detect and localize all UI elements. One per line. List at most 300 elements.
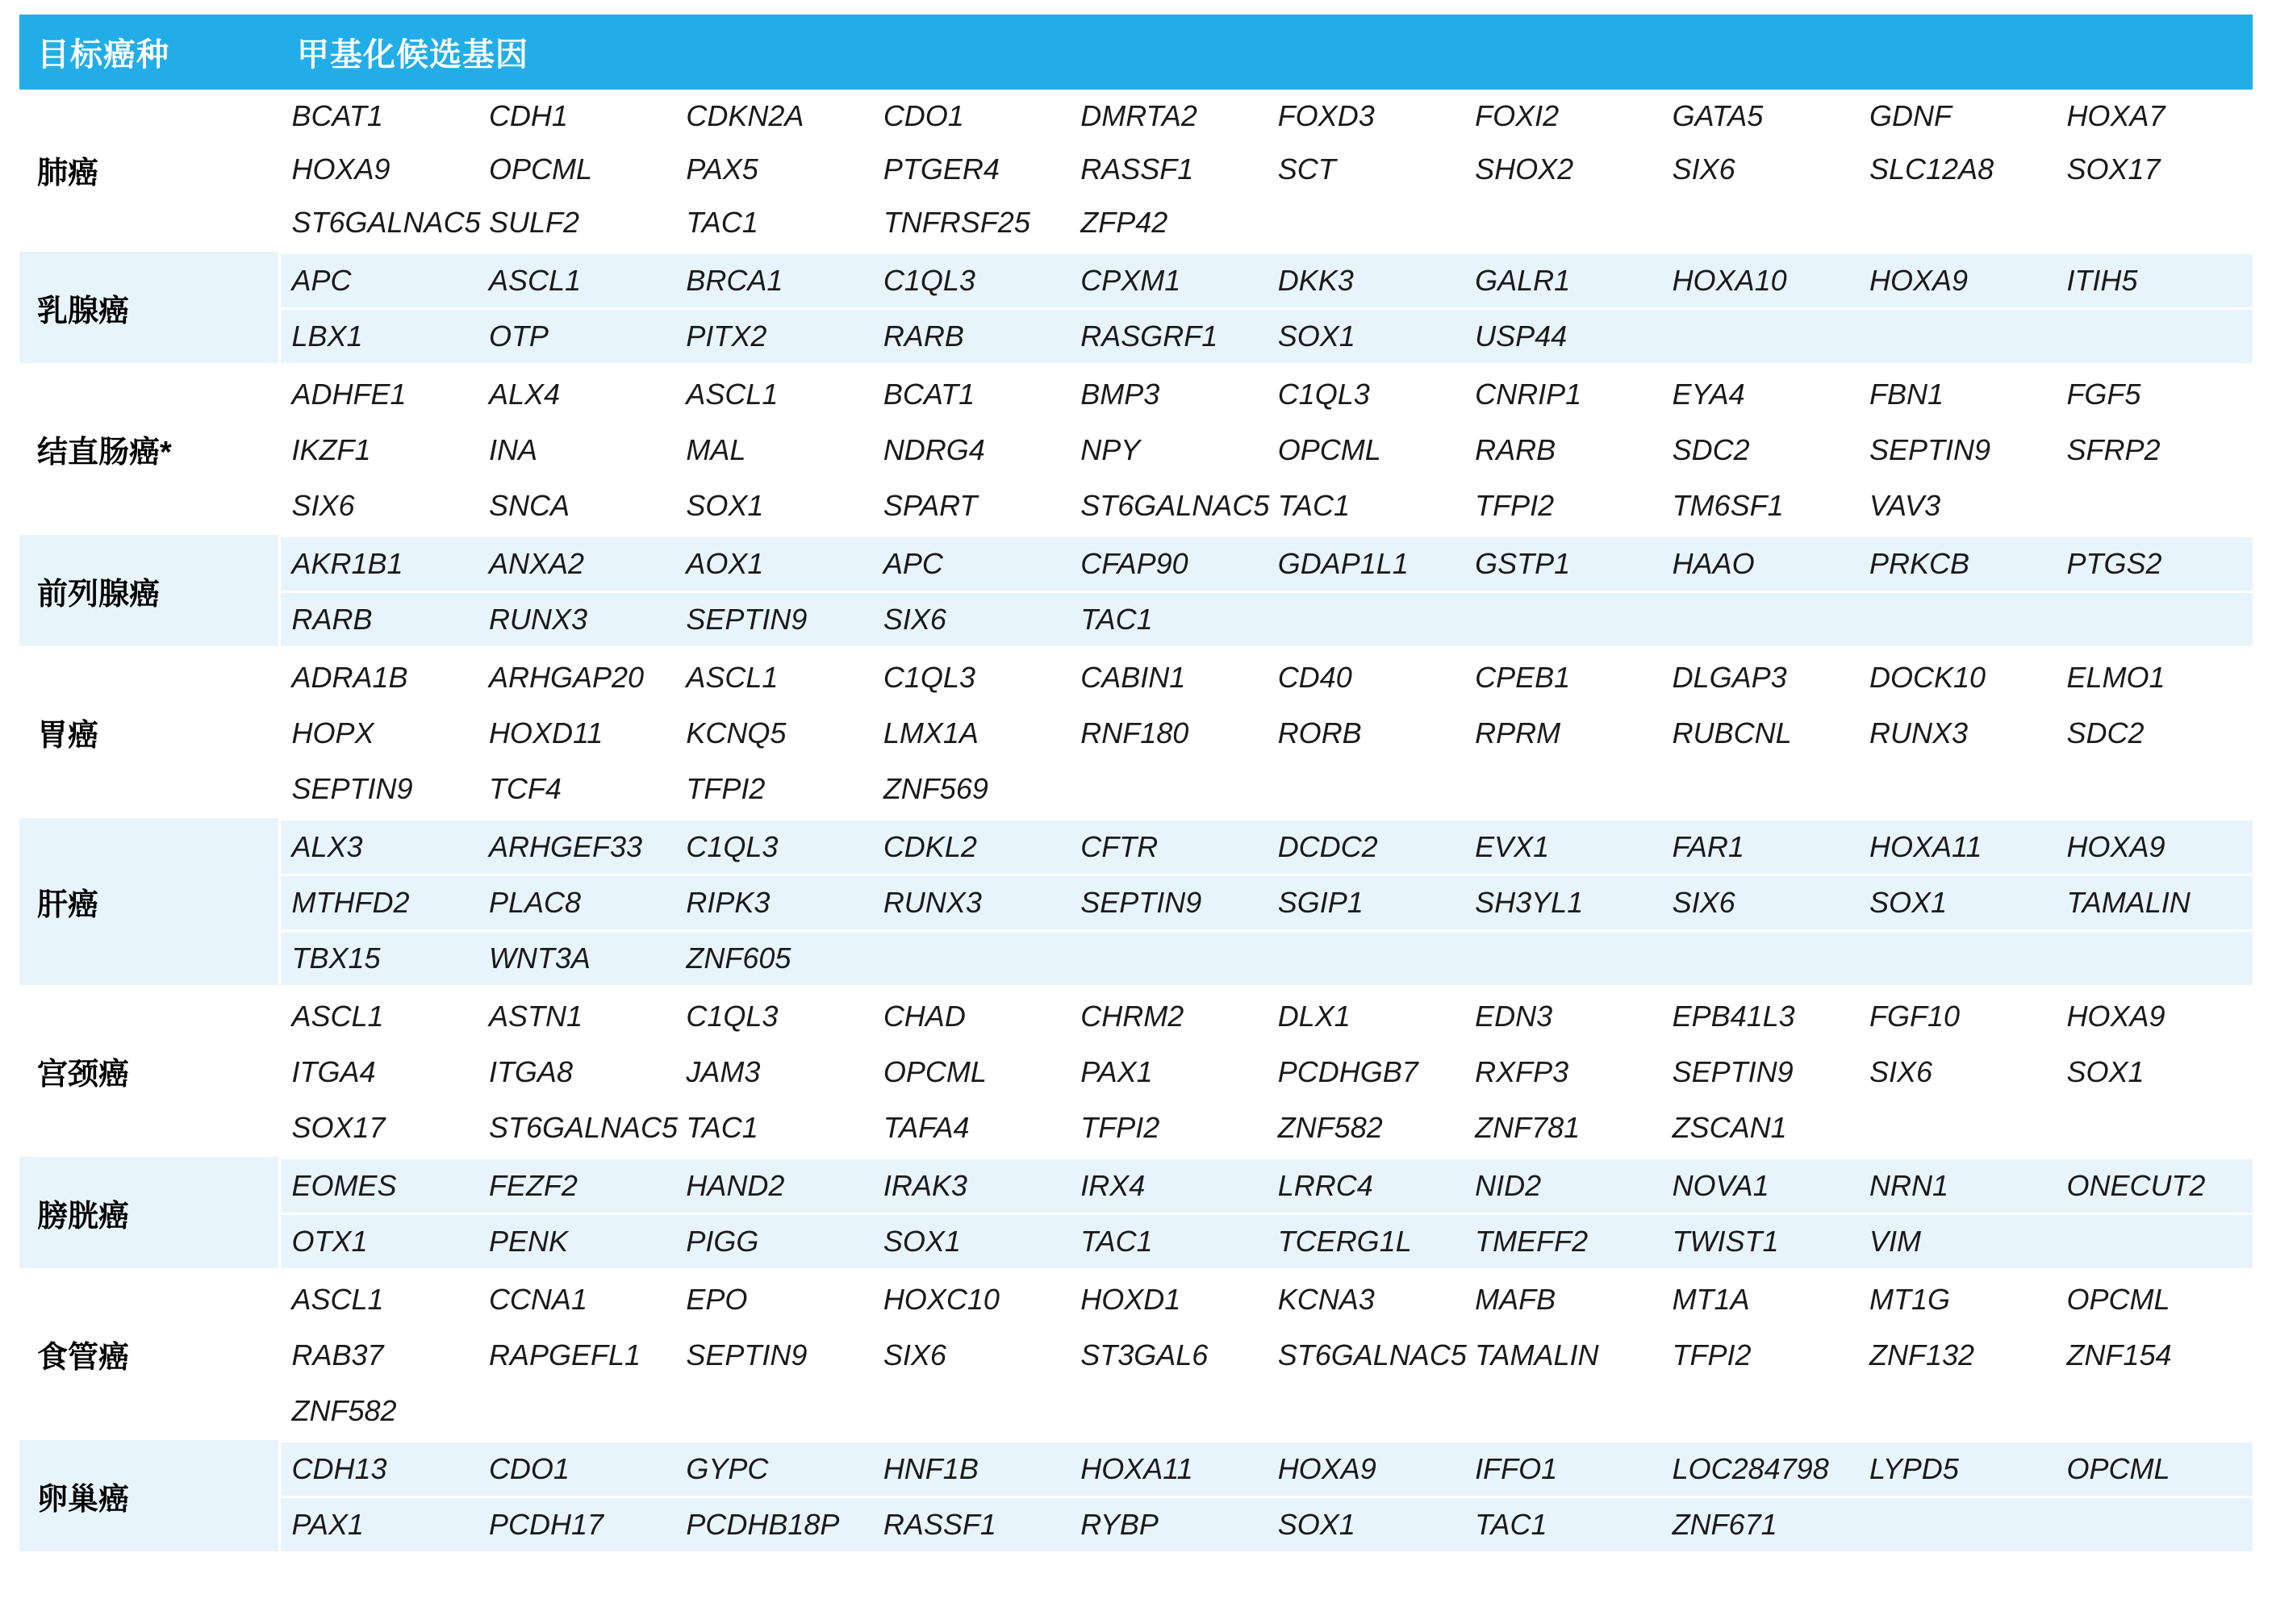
gene-grid-row bbox=[281, 931, 2253, 986]
cancer-type-label: 结直肠癌* bbox=[19, 365, 279, 534]
gene-name: ANXA2 bbox=[478, 536, 674, 592]
gene-name: SLC12A8 bbox=[1858, 143, 2055, 196]
gene-name: DOCK10 bbox=[1858, 650, 2055, 706]
gene-name: TAMALIN bbox=[2055, 875, 2253, 931]
table-row bbox=[19, 534, 2253, 648]
table-row bbox=[19, 648, 2253, 817]
gene-name: EPB41L3 bbox=[1661, 989, 1858, 1045]
gene-name: SOX17 bbox=[2055, 143, 2253, 196]
gene-name: SEPTIN9 bbox=[674, 1328, 871, 1384]
gene-name: SDC2 bbox=[2055, 706, 2253, 762]
gene-list-cell bbox=[279, 1156, 2253, 1270]
gene-grid bbox=[281, 1157, 2253, 1268]
gene-name: NID2 bbox=[1464, 1159, 1660, 1214]
gene-name: ST6GALNAC5 bbox=[478, 1100, 674, 1155]
gene-name: C1QL3 bbox=[872, 650, 1069, 706]
gene-name: SCT bbox=[1267, 143, 1464, 196]
cancer-type-label: 宫颈癌 bbox=[19, 987, 279, 1156]
gene-name: CDH13 bbox=[281, 1442, 478, 1497]
table-row bbox=[19, 90, 2253, 251]
gene-name: TM6SF1 bbox=[1661, 478, 1858, 533]
gene-grid-row bbox=[281, 1100, 2253, 1155]
table-row bbox=[19, 817, 2253, 987]
gene-name: SIX6 bbox=[872, 1328, 1069, 1384]
gene-name: TFPI2 bbox=[1661, 1328, 1858, 1384]
table-row bbox=[19, 1156, 2253, 1270]
gene-name: ITGA4 bbox=[281, 1045, 478, 1100]
gene-name: TAFA4 bbox=[872, 1100, 1069, 1155]
gene-name: CABIN1 bbox=[1069, 650, 1266, 706]
gene-name: FGF5 bbox=[2055, 367, 2253, 423]
gene-name: MAL bbox=[674, 423, 871, 478]
gene-name: SOX1 bbox=[1858, 875, 2055, 931]
gene-grid-row bbox=[281, 1159, 2253, 1214]
gene-name: SULF2 bbox=[478, 196, 674, 249]
gene-name: HOXA9 bbox=[281, 143, 478, 196]
gene-empty-cell bbox=[1267, 931, 1464, 986]
gene-grid-row bbox=[281, 706, 2253, 762]
gene-name: ARHGAP20 bbox=[478, 650, 674, 706]
gene-name: ADRA1B bbox=[281, 650, 478, 706]
gene-name: SIX6 bbox=[1661, 143, 1858, 196]
gene-name: FOXI2 bbox=[1464, 90, 1660, 143]
gene-name: CD40 bbox=[1267, 650, 1464, 706]
gene-empty-cell bbox=[2055, 592, 2253, 647]
gene-grid bbox=[281, 252, 2253, 363]
gene-grid-row bbox=[281, 536, 2253, 592]
gene-empty-cell bbox=[1661, 309, 1858, 364]
gene-name: NOVA1 bbox=[1661, 1159, 1858, 1214]
gene-name: SOX17 bbox=[281, 1100, 478, 1155]
gene-name: HOXD1 bbox=[1069, 1272, 1266, 1328]
gene-grid-row bbox=[281, 1497, 2253, 1552]
gene-name: MAFB bbox=[1464, 1272, 1660, 1328]
gene-name: GALR1 bbox=[1464, 253, 1660, 309]
gene-name: SIX6 bbox=[1858, 1045, 2055, 1100]
gene-empty-cell bbox=[2055, 931, 2253, 986]
header-genes: 甲基化候选基因 bbox=[279, 15, 2253, 90]
gene-name: ARHGEF33 bbox=[478, 820, 674, 875]
gene-name: ADHFE1 bbox=[281, 367, 478, 423]
gene-empty-cell bbox=[1858, 1100, 2055, 1155]
gene-name: TAC1 bbox=[674, 1100, 871, 1155]
gene-name: FEZF2 bbox=[478, 1159, 674, 1214]
gene-grid-row bbox=[281, 1328, 2253, 1384]
gene-name: FBN1 bbox=[1858, 367, 2055, 423]
gene-name: PAX1 bbox=[281, 1497, 478, 1552]
gene-grid-row bbox=[281, 650, 2253, 706]
gene-name: CDO1 bbox=[872, 90, 1069, 143]
gene-name: ELMO1 bbox=[2055, 650, 2253, 706]
gene-name: TFPI2 bbox=[1464, 478, 1660, 533]
gene-grid bbox=[281, 818, 2253, 985]
gene-grid bbox=[281, 535, 2253, 646]
table-row bbox=[19, 365, 2253, 534]
gene-empty-cell bbox=[2055, 1214, 2253, 1269]
gene-name: WNT3A bbox=[478, 931, 674, 986]
gene-grid-row bbox=[281, 592, 2253, 647]
gene-name: PCDH17 bbox=[478, 1497, 674, 1552]
gene-empty-cell bbox=[2055, 1497, 2253, 1552]
gene-name: HOXA9 bbox=[2055, 989, 2253, 1045]
gene-name: GATA5 bbox=[1661, 90, 1858, 143]
gene-name: OPCML bbox=[2055, 1272, 2253, 1328]
gene-name: CFTR bbox=[1069, 820, 1266, 875]
gene-name: GSTP1 bbox=[1464, 536, 1660, 592]
gene-empty-cell bbox=[2055, 309, 2253, 364]
gene-grid-row bbox=[281, 762, 2253, 816]
gene-name: SPART bbox=[872, 478, 1069, 533]
gene-name: DLGAP3 bbox=[1661, 650, 1858, 706]
gene-grid-row bbox=[281, 1272, 2253, 1328]
gene-empty-cell bbox=[1464, 762, 1660, 816]
gene-name: KCNA3 bbox=[1267, 1272, 1464, 1328]
gene-name: JAM3 bbox=[674, 1045, 871, 1100]
gene-name: BCAT1 bbox=[872, 367, 1069, 423]
gene-name: SOX1 bbox=[674, 478, 871, 533]
cancer-type-label: 卵巢癌 bbox=[19, 1439, 279, 1552]
gene-name: HOXA9 bbox=[1858, 253, 2055, 309]
gene-name: SOX1 bbox=[872, 1214, 1069, 1269]
gene-name: RXFP3 bbox=[1464, 1045, 1660, 1100]
gene-grid-row bbox=[281, 1442, 2253, 1497]
gene-name: FGF10 bbox=[1858, 989, 2055, 1045]
gene-empty-cell bbox=[1858, 592, 2055, 647]
gene-name: CHRM2 bbox=[1069, 989, 1266, 1045]
gene-name: NDRG4 bbox=[872, 423, 1069, 478]
gene-name: ASCL1 bbox=[478, 253, 674, 309]
gene-name: INA bbox=[478, 423, 674, 478]
gene-empty-cell bbox=[1858, 931, 2055, 986]
gene-name: PAX1 bbox=[1069, 1045, 1266, 1100]
gene-name: RUNX3 bbox=[478, 592, 674, 647]
gene-name: CPEB1 bbox=[1464, 650, 1660, 706]
gene-name: IRAK3 bbox=[872, 1159, 1069, 1214]
gene-name: LYPD5 bbox=[1858, 1442, 2055, 1497]
gene-name: PCDHGB7 bbox=[1267, 1045, 1464, 1100]
gene-empty-cell bbox=[872, 931, 1069, 986]
gene-name: RYBP bbox=[1069, 1497, 1266, 1552]
methylation-gene-table bbox=[19, 15, 2253, 1551]
gene-empty-cell bbox=[1858, 309, 2055, 364]
gene-name: CDH1 bbox=[478, 90, 674, 143]
gene-grid bbox=[281, 649, 2253, 816]
gene-name: C1QL3 bbox=[872, 253, 1069, 309]
gene-name: DMRTA2 bbox=[1069, 90, 1266, 143]
gene-empty-cell bbox=[1069, 931, 1266, 986]
gene-grid-row bbox=[281, 90, 2253, 143]
gene-name: CCNA1 bbox=[478, 1272, 674, 1328]
table-row bbox=[19, 1439, 2253, 1552]
gene-name: ASTN1 bbox=[478, 989, 674, 1045]
gene-name: TCERG1L bbox=[1267, 1214, 1464, 1269]
gene-list-cell bbox=[279, 251, 2253, 365]
gene-name: MT1G bbox=[1858, 1272, 2055, 1328]
gene-name: BRCA1 bbox=[674, 253, 871, 309]
gene-name: SNCA bbox=[478, 478, 674, 533]
gene-name: CDO1 bbox=[478, 1442, 674, 1497]
gene-empty-cell bbox=[1267, 196, 1464, 249]
gene-name: PLAC8 bbox=[478, 875, 674, 931]
gene-name: SEPTIN9 bbox=[674, 592, 871, 647]
table-header bbox=[19, 15, 2253, 90]
gene-empty-cell bbox=[674, 1384, 871, 1438]
gene-empty-cell bbox=[1464, 931, 1660, 986]
gene-name: SIX6 bbox=[281, 478, 478, 533]
gene-empty-cell bbox=[1661, 1384, 1858, 1438]
gene-grid-row bbox=[281, 1384, 2253, 1438]
gene-name: FAR1 bbox=[1661, 820, 1858, 875]
gene-grid-row bbox=[281, 309, 2253, 364]
cancer-type-label: 肝癌 bbox=[19, 817, 279, 987]
gene-name: EYA4 bbox=[1661, 367, 1858, 423]
gene-name: RARB bbox=[281, 592, 478, 647]
gene-name: DCDC2 bbox=[1267, 820, 1464, 875]
gene-name: HOXA11 bbox=[1069, 1442, 1266, 1497]
gene-name: PAX5 bbox=[674, 143, 871, 196]
gene-grid-row bbox=[281, 196, 2253, 249]
gene-empty-cell bbox=[1464, 196, 1660, 249]
gene-empty-cell bbox=[2055, 762, 2253, 816]
gene-list-cell bbox=[279, 648, 2253, 817]
gene-empty-cell bbox=[1661, 196, 1858, 249]
gene-name: OTX1 bbox=[281, 1214, 478, 1269]
gene-name: ASCL1 bbox=[281, 989, 478, 1045]
gene-name: VIM bbox=[1858, 1214, 2055, 1269]
gene-name: GYPC bbox=[674, 1442, 871, 1497]
gene-name: RPRM bbox=[1464, 706, 1660, 762]
gene-name: ZNF671 bbox=[1661, 1497, 1858, 1552]
gene-empty-cell bbox=[2055, 196, 2253, 249]
gene-name: ST6GALNAC5 bbox=[1267, 1328, 1464, 1384]
gene-empty-cell bbox=[1858, 1497, 2055, 1552]
gene-name: SEPTIN9 bbox=[1858, 423, 2055, 478]
gene-grid-row bbox=[281, 423, 2253, 478]
gene-grid bbox=[281, 1440, 2253, 1551]
gene-name: ZNF132 bbox=[1858, 1328, 2055, 1384]
gene-name: LBX1 bbox=[281, 309, 478, 364]
gene-name: HOPX bbox=[281, 706, 478, 762]
gene-empty-cell bbox=[1858, 762, 2055, 816]
gene-name: SDC2 bbox=[1661, 423, 1858, 478]
gene-name: IKZF1 bbox=[281, 423, 478, 478]
gene-name: OPCML bbox=[872, 1045, 1069, 1100]
gene-list-cell bbox=[279, 987, 2253, 1156]
gene-name: RIPK3 bbox=[674, 875, 871, 931]
gene-name: C1QL3 bbox=[674, 989, 871, 1045]
gene-name: HOXA9 bbox=[2055, 820, 2253, 875]
gene-name: ITIH5 bbox=[2055, 253, 2253, 309]
gene-name: MT1A bbox=[1661, 1272, 1858, 1328]
gene-name: SEPTIN9 bbox=[1069, 875, 1266, 931]
gene-name: HOXA9 bbox=[1267, 1442, 1464, 1497]
gene-empty-cell bbox=[2055, 478, 2253, 533]
gene-name: ST6GALNAC5 bbox=[281, 196, 478, 249]
gene-name: TWIST1 bbox=[1661, 1214, 1858, 1269]
gene-name: EDN3 bbox=[1464, 989, 1660, 1045]
gene-name: TAC1 bbox=[1069, 592, 1266, 647]
table-row bbox=[19, 987, 2253, 1156]
gene-name: TAC1 bbox=[1464, 1497, 1660, 1552]
gene-name: ZNF582 bbox=[281, 1384, 478, 1438]
gene-name: RORB bbox=[1267, 706, 1464, 762]
gene-grid-row bbox=[281, 367, 2253, 423]
cancer-type-label: 乳腺癌 bbox=[19, 251, 279, 365]
header-cancer-type: 目标癌种 bbox=[19, 15, 279, 90]
gene-name: ST6GALNAC5 bbox=[1069, 478, 1266, 533]
gene-grid-row bbox=[281, 253, 2253, 309]
gene-name: SEPTIN9 bbox=[281, 762, 478, 816]
gene-name: ZNF605 bbox=[674, 931, 871, 986]
gene-name: EOMES bbox=[281, 1159, 478, 1214]
gene-name: RUBCNL bbox=[1661, 706, 1858, 762]
cancer-type-label: 肺癌 bbox=[19, 90, 279, 251]
gene-name: BCAT1 bbox=[281, 90, 478, 143]
gene-name: KCNQ5 bbox=[674, 706, 871, 762]
gene-name: ITGA8 bbox=[478, 1045, 674, 1100]
gene-name: TNFRSF25 bbox=[872, 196, 1069, 249]
gene-name: IFFO1 bbox=[1464, 1442, 1660, 1497]
gene-name: RAPGEFL1 bbox=[478, 1328, 674, 1384]
gene-name: HAND2 bbox=[674, 1159, 871, 1214]
gene-empty-cell bbox=[1267, 762, 1464, 816]
gene-list-cell bbox=[279, 1270, 2253, 1439]
gene-empty-cell bbox=[1661, 762, 1858, 816]
gene-name: HOXA10 bbox=[1661, 253, 1858, 309]
gene-name: SOX1 bbox=[1267, 309, 1464, 364]
gene-name: SHOX2 bbox=[1464, 143, 1660, 196]
gene-name: MTHFD2 bbox=[281, 875, 478, 931]
gene-empty-cell bbox=[1858, 196, 2055, 249]
table-row bbox=[19, 1270, 2253, 1439]
gene-name: SH3YL1 bbox=[1464, 875, 1660, 931]
gene-name: SIX6 bbox=[1661, 875, 1858, 931]
gene-empty-cell bbox=[1464, 592, 1660, 647]
gene-name: HNF1B bbox=[872, 1442, 1069, 1497]
gene-name: HAAO bbox=[1661, 536, 1858, 592]
gene-name: CFAP90 bbox=[1069, 536, 1266, 592]
gene-name: GDNF bbox=[1858, 90, 2055, 143]
gene-name: PIGG bbox=[674, 1214, 871, 1269]
gene-name: APC bbox=[281, 253, 478, 309]
gene-grid-row bbox=[281, 1214, 2253, 1269]
gene-name: AOX1 bbox=[674, 536, 871, 592]
gene-empty-cell bbox=[1267, 1384, 1464, 1438]
gene-name: PITX2 bbox=[674, 309, 871, 364]
gene-name: ZSCAN1 bbox=[1661, 1100, 1858, 1155]
gene-name: CPXM1 bbox=[1069, 253, 1266, 309]
gene-grid bbox=[281, 987, 2253, 1154]
gene-name: GDAP1L1 bbox=[1267, 536, 1464, 592]
gene-name: LMX1A bbox=[872, 706, 1069, 762]
gene-name: TMEFF2 bbox=[1464, 1214, 1660, 1269]
gene-name: ST3GAL6 bbox=[1069, 1328, 1266, 1384]
gene-name: OPCML bbox=[2055, 1442, 2253, 1497]
gene-name: VAV3 bbox=[1858, 478, 2055, 533]
gene-empty-cell bbox=[2055, 1384, 2253, 1438]
gene-grid-row bbox=[281, 875, 2253, 931]
gene-name: SGIP1 bbox=[1267, 875, 1464, 931]
gene-name: OTP bbox=[478, 309, 674, 364]
gene-name: ASCL1 bbox=[674, 367, 871, 423]
gene-empty-cell bbox=[478, 1384, 674, 1438]
gene-name: ONECUT2 bbox=[2055, 1159, 2253, 1214]
gene-name: NPY bbox=[1069, 423, 1266, 478]
gene-name: AKR1B1 bbox=[281, 536, 478, 592]
gene-empty-cell bbox=[1267, 592, 1464, 647]
gene-empty-cell bbox=[1069, 762, 1266, 816]
gene-name: RNF180 bbox=[1069, 706, 1266, 762]
gene-empty-cell bbox=[1661, 592, 1858, 647]
gene-empty-cell bbox=[1464, 1384, 1660, 1438]
gene-name: CHAD bbox=[872, 989, 1069, 1045]
gene-name: SEPTIN9 bbox=[1661, 1045, 1858, 1100]
gene-grid-row bbox=[281, 989, 2253, 1045]
gene-empty-cell bbox=[2055, 1100, 2253, 1155]
gene-name: RASSF1 bbox=[1069, 143, 1266, 196]
gene-grid-row bbox=[281, 820, 2253, 875]
gene-name: ASCL1 bbox=[281, 1272, 478, 1328]
gene-name: HOXA11 bbox=[1858, 820, 2055, 875]
gene-name: LOC284798 bbox=[1661, 1442, 1858, 1497]
gene-grid bbox=[281, 1271, 2253, 1438]
gene-name: TAC1 bbox=[1069, 1214, 1266, 1269]
cancer-type-label: 食管癌 bbox=[19, 1270, 279, 1439]
gene-list-cell bbox=[279, 1439, 2253, 1552]
gene-name: SOX1 bbox=[2055, 1045, 2253, 1100]
gene-name: IRX4 bbox=[1069, 1159, 1266, 1214]
gene-name: EPO bbox=[674, 1272, 871, 1328]
gene-grid-row bbox=[281, 1045, 2253, 1100]
gene-name: OPCML bbox=[1267, 423, 1464, 478]
gene-name: TCF4 bbox=[478, 762, 674, 816]
gene-name: ZNF781 bbox=[1464, 1100, 1660, 1155]
gene-name: ZNF154 bbox=[2055, 1328, 2253, 1384]
gene-name: ALX4 bbox=[478, 367, 674, 423]
gene-list-cell bbox=[279, 90, 2253, 251]
gene-name: FOXD3 bbox=[1267, 90, 1464, 143]
gene-name: TAMALIN bbox=[1464, 1328, 1660, 1384]
gene-name: CDKL2 bbox=[872, 820, 1069, 875]
gene-name: TBX15 bbox=[281, 931, 478, 986]
gene-name: LRRC4 bbox=[1267, 1159, 1464, 1214]
gene-name: HOXD11 bbox=[478, 706, 674, 762]
gene-name: APC bbox=[872, 536, 1069, 592]
gene-name: EVX1 bbox=[1464, 820, 1660, 875]
gene-name: SOX1 bbox=[1267, 1497, 1464, 1552]
gene-name: OPCML bbox=[478, 143, 674, 196]
gene-name: PTGS2 bbox=[2055, 536, 2253, 592]
gene-name: CDKN2A bbox=[674, 90, 871, 143]
gene-grid-row bbox=[281, 143, 2253, 196]
cancer-type-label: 膀胱癌 bbox=[19, 1156, 279, 1270]
gene-empty-cell bbox=[1858, 1384, 2055, 1438]
gene-name: RUNX3 bbox=[1858, 706, 2055, 762]
gene-name: PTGER4 bbox=[872, 143, 1069, 196]
gene-grid-row bbox=[281, 478, 2253, 533]
gene-list-cell bbox=[279, 365, 2253, 534]
gene-name: RAB37 bbox=[281, 1328, 478, 1384]
gene-list-cell bbox=[279, 817, 2253, 987]
gene-name: HOXC10 bbox=[872, 1272, 1069, 1328]
gene-name: DLX1 bbox=[1267, 989, 1464, 1045]
cancer-type-label: 胃癌 bbox=[19, 648, 279, 817]
gene-name: C1QL3 bbox=[674, 820, 871, 875]
gene-grid bbox=[281, 90, 2253, 249]
gene-name: ZNF582 bbox=[1267, 1100, 1464, 1155]
gene-name: PCDHB18P bbox=[674, 1497, 871, 1552]
gene-empty-cell bbox=[1069, 1384, 1266, 1438]
